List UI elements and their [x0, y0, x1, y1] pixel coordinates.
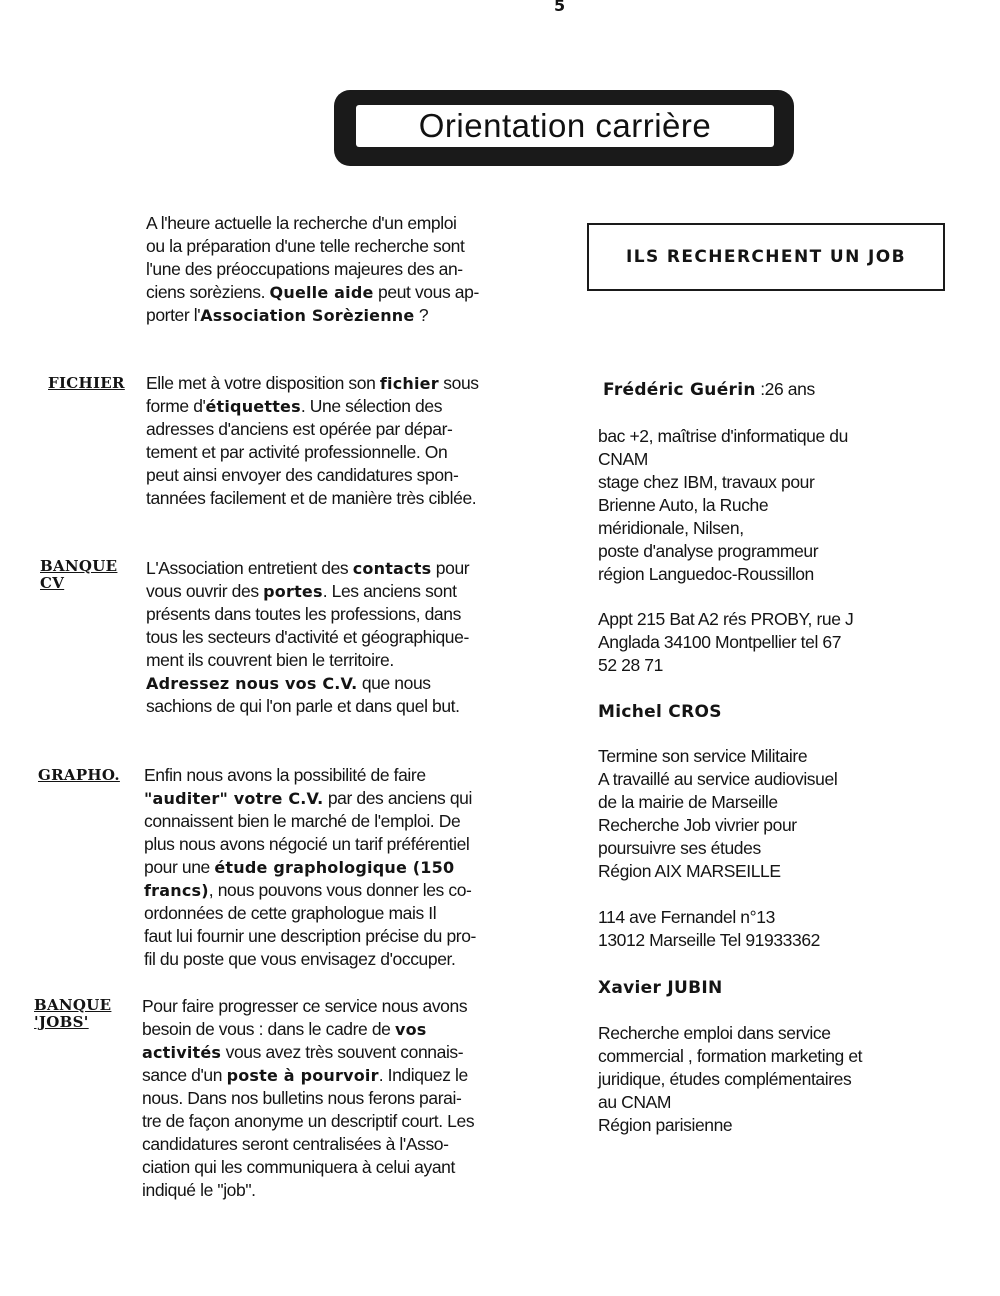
bold-text: Adressez nous vos C.V.: [146, 674, 358, 693]
jobs-header-box: ILS RECHERCHENT UN JOB: [587, 223, 945, 291]
detail-line: stage chez IBM, travaux pour: [598, 472, 815, 492]
text: . Les anciens sont: [322, 581, 457, 601]
bold-text: vos: [394, 1020, 427, 1039]
text-line: tre de façon anonyme un descriptif court. Les: [142, 1111, 475, 1131]
text-line: [144, 879, 556, 902]
intro-text: peut vous ap-: [373, 282, 479, 302]
detail-line: commercial , formation marketing et: [598, 1046, 863, 1066]
address-line: 114 ave Fernandel n°13: [598, 907, 775, 927]
detail-line: Recherche emploi dans service: [598, 1023, 831, 1043]
detail-line: Région AIX MARSEILLE: [598, 861, 781, 881]
detail-line: poursuivre ses études: [598, 838, 761, 858]
bold-text: fichier: [379, 374, 439, 393]
detail-line: juridique, études complémentaires: [598, 1069, 852, 1089]
detail-line: méridionale, Nilsen,: [598, 518, 744, 538]
intro-line: [146, 281, 556, 304]
detail-line: Recherche Job vivrier pour: [598, 815, 797, 835]
text-line: Enfin nous avons la possibilité de faire: [144, 765, 426, 785]
text: . Indiquez le: [378, 1065, 468, 1085]
section-label-banque-jobs: [34, 997, 111, 1031]
candidate-details: [598, 745, 958, 883]
text-line: indiqué le "job".: [142, 1180, 256, 1200]
section-banque-jobs-text: [142, 995, 554, 1202]
text: . Une sélection des: [300, 396, 443, 416]
intro-bold: Quelle aide: [269, 283, 374, 302]
text-line: adresses d'anciens est opérée par dépar-: [146, 419, 453, 439]
intro-line: [146, 304, 556, 327]
text-line: fil du poste que vous envisagez d'occuper.: [144, 949, 456, 969]
label-line: BANQUE: [34, 996, 112, 1014]
bold-text: "auditer" votre C.V.: [144, 789, 324, 808]
text: pour une: [144, 857, 215, 877]
text-line: [142, 1018, 554, 1041]
candidate-age: :26 ans: [755, 379, 815, 399]
text-line: tannées facilement et de manière très ciblée.: [146, 488, 477, 508]
text: vous ouvrir des: [146, 581, 264, 601]
text-line: [146, 372, 558, 395]
text: sance d'un: [142, 1065, 227, 1085]
text-line: [146, 557, 558, 580]
candidate-name: Michel CROS: [598, 702, 722, 722]
text-line: candidatures seront centralisées à l'Asso-: [142, 1134, 449, 1154]
bold-text: étude graphologique (150: [214, 858, 455, 877]
text: vous avez très souvent connais-: [221, 1042, 464, 1062]
address-line: 13012 Marseille Tel 91933362: [598, 930, 820, 950]
text-line: ment ils couvrent bien le territoire.: [146, 650, 394, 670]
text: par des anciens qui: [323, 788, 472, 808]
text-line: [142, 1064, 554, 1087]
text: sous: [438, 373, 479, 393]
text-line: nous. Dans nos bulletins nous ferons parai-: [142, 1088, 462, 1108]
intro-paragraph: [146, 212, 556, 327]
detail-line: région Languedoc-Roussillon: [598, 564, 814, 584]
text-line: ordonnées de cette graphologue mais Il: [144, 903, 437, 923]
detail-line: A travaillé au service audiovisuel: [598, 769, 838, 789]
detail-line: Région parisienne: [598, 1115, 733, 1135]
text: L'Association entretient des: [146, 558, 353, 578]
bold-text: francs): [144, 881, 209, 900]
intro-line: l'une des préoccupations majeures des an-: [146, 259, 463, 279]
address-line: Appt 215 Bat A2 rés PROBY, rue J: [598, 609, 854, 629]
section-grapho-text: [144, 764, 556, 971]
intro-line: A l'heure actuelle la recherche d'un emploi: [146, 213, 457, 233]
text: besoin de vous : dans le cadre de: [142, 1019, 395, 1039]
detail-line: CNAM: [598, 449, 648, 469]
text-line: présents dans toutes les professions, dans: [146, 604, 461, 624]
candidate-details: [598, 425, 958, 586]
bold-text: contacts: [352, 559, 432, 578]
intro-text: ?: [414, 305, 429, 325]
section-label-banque-cv: [40, 558, 117, 592]
text-line: [146, 580, 558, 603]
candidate-name-line: [598, 700, 958, 724]
label-line: BANQUE: [40, 557, 118, 575]
label-line: 'JOBS': [34, 1013, 89, 1031]
detail-line: bac +2, maîtrise d'informatique du: [598, 426, 848, 446]
text-line: [142, 1041, 554, 1064]
text-line: Pour faire progresser ce service nous avons: [142, 996, 468, 1016]
text-line: ciation qui les communiquera à celui ayant: [142, 1157, 455, 1177]
label-line: CV: [40, 574, 65, 592]
candidate-name-line: [603, 378, 963, 402]
candidate-address: [598, 608, 958, 677]
text-line: connaissent bien le marché de l'emploi. De: [144, 811, 461, 831]
detail-line: Termine son service Militaire: [598, 746, 808, 766]
section-label-fichier: FICHIER: [48, 374, 125, 392]
text-line: [146, 672, 558, 695]
bold-text: poste à pourvoir: [226, 1066, 379, 1085]
section-label-grapho: GRAPHO.: [38, 766, 120, 784]
section-banque-cv-text: [146, 557, 558, 718]
intro-text: ciens sorèziens.: [146, 282, 266, 302]
text-line: [146, 395, 558, 418]
address-line: Anglada 34100 Montpellier tel 67: [598, 632, 842, 652]
text-line: tement et par activité professionnelle. On: [146, 442, 448, 462]
text-line: tous les secteurs d'activité et géographique-: [146, 627, 469, 647]
detail-line: poste d'analyse programmeur: [598, 541, 819, 561]
candidate-name: Frédéric Guérin: [603, 380, 756, 400]
section-fichier-text: [146, 372, 558, 510]
candidate-address: [598, 906, 958, 952]
title-frame: [334, 90, 794, 166]
text-line: plus nous avons négocié un tarif préférentiel: [144, 834, 470, 854]
page-number: 5: [554, 0, 566, 15]
candidate-details: [598, 1022, 958, 1137]
page-title: Orientation carrière: [356, 105, 774, 147]
text-line: [144, 787, 556, 810]
intro-text: porter l': [146, 305, 201, 325]
candidate-name-line: [598, 976, 958, 1000]
candidate-name: Xavier JUBIN: [598, 978, 723, 998]
detail-line: au CNAM: [598, 1092, 672, 1112]
text: forme d': [146, 396, 206, 416]
detail-line: Brienne Auto, la Ruche: [598, 495, 769, 515]
text-line: sachions de qui l'on parle et dans quel but.: [146, 696, 460, 716]
bold-text: activités: [142, 1043, 222, 1062]
text-line: faut lui fournir une description précise du pro-: [144, 926, 476, 946]
text: Elle met à votre disposition son: [146, 373, 380, 393]
text: que nous: [357, 673, 431, 693]
text-line: [144, 856, 556, 879]
address-line: 52 28 71: [598, 655, 663, 675]
text-line: peut ainsi envoyer des candidatures spon-: [146, 465, 459, 485]
bold-text: portes: [263, 582, 323, 601]
bold-text: étiquettes: [205, 397, 301, 416]
text: , nous pouvons vous donner les co-: [208, 880, 472, 900]
intro-line: ou la préparation d'une telle recherche sont: [146, 236, 465, 256]
detail-line: de la mairie de Marseille: [598, 792, 778, 812]
text: pour: [431, 558, 470, 578]
intro-bold: Association Sorèzienne: [200, 306, 415, 325]
